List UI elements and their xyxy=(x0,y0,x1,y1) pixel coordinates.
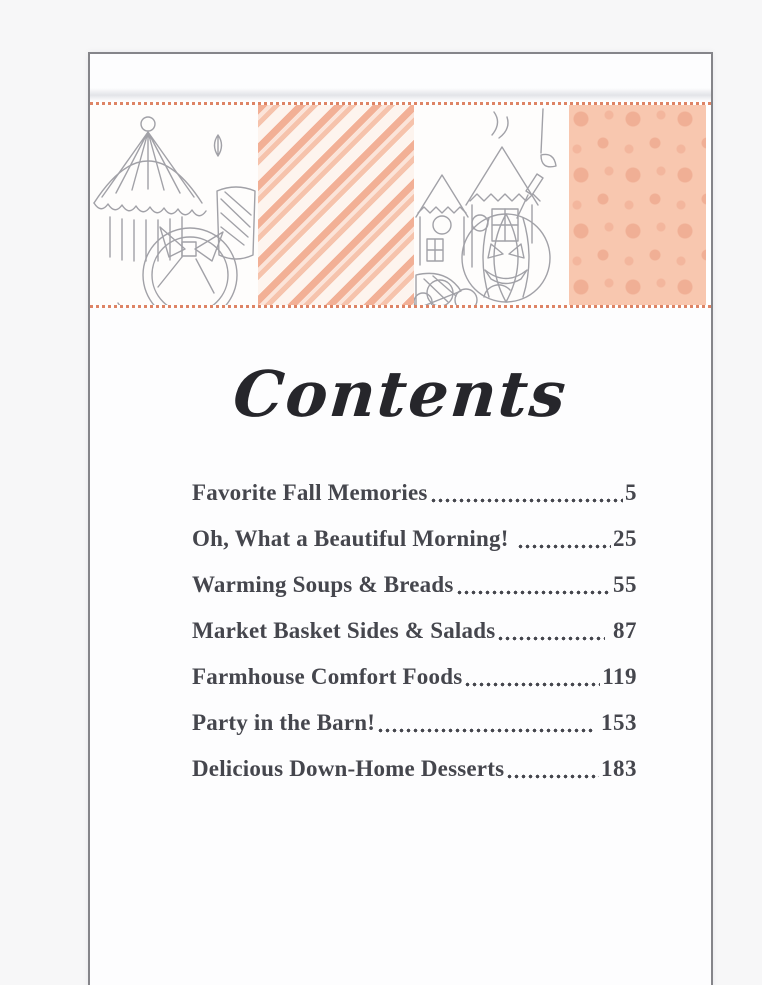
banner-panel-harvest-sketch xyxy=(414,105,569,305)
toc-entry-page: 119 xyxy=(602,664,637,689)
toc-entry-page: 55 xyxy=(613,572,637,597)
toc-entry-title: Party in the Barn! xyxy=(192,710,376,735)
toc-entry-page: 5 xyxy=(625,480,637,505)
toc-entry-title: Warming Soups & Breads xyxy=(192,572,454,597)
toc-entry-title: Delicious Down-Home Desserts xyxy=(192,756,505,781)
toc-entry xyxy=(192,562,637,608)
banner-panel-peach-texture xyxy=(569,105,706,305)
toc-entry xyxy=(192,470,637,516)
table-of-contents xyxy=(192,470,637,792)
dot-leader xyxy=(464,682,600,687)
toc-entry-title: Market Basket Sides & Salads xyxy=(192,618,496,643)
bakery-desserts-sketch-illustration xyxy=(90,105,258,305)
toc-entry xyxy=(192,516,637,562)
toc-entry xyxy=(192,608,637,654)
dot-leader xyxy=(377,728,593,733)
dot-leader xyxy=(456,590,612,595)
houses-and-pumpkin-sketch-illustration xyxy=(414,105,569,305)
toc-entry xyxy=(192,700,637,746)
toc-entry-page: 153 xyxy=(594,710,637,735)
toc-entry-page: 183 xyxy=(601,756,637,781)
dot-leader xyxy=(517,544,612,549)
book-page xyxy=(88,52,713,985)
banner-panel-stripe-pattern xyxy=(258,105,414,305)
banner-panel-desserts-sketch xyxy=(90,105,258,305)
scan-artifact-line xyxy=(90,88,711,101)
page-title: Contents xyxy=(230,357,571,431)
dot-leader xyxy=(430,498,623,503)
toc-entry-title: Farmhouse Comfort Foods xyxy=(192,664,463,689)
dot-leader xyxy=(497,636,604,641)
toc-entry xyxy=(192,654,637,700)
dot-leader xyxy=(506,774,599,779)
toc-entry-page: 25 xyxy=(613,526,637,551)
decorative-banner xyxy=(90,102,711,308)
toc-entry-title: Oh, What a Beautiful Morning! xyxy=(192,526,515,551)
toc-entry-title: Favorite Fall Memories xyxy=(192,480,428,505)
toc-entry-page: 87 xyxy=(606,618,637,643)
toc-entry xyxy=(192,746,637,792)
